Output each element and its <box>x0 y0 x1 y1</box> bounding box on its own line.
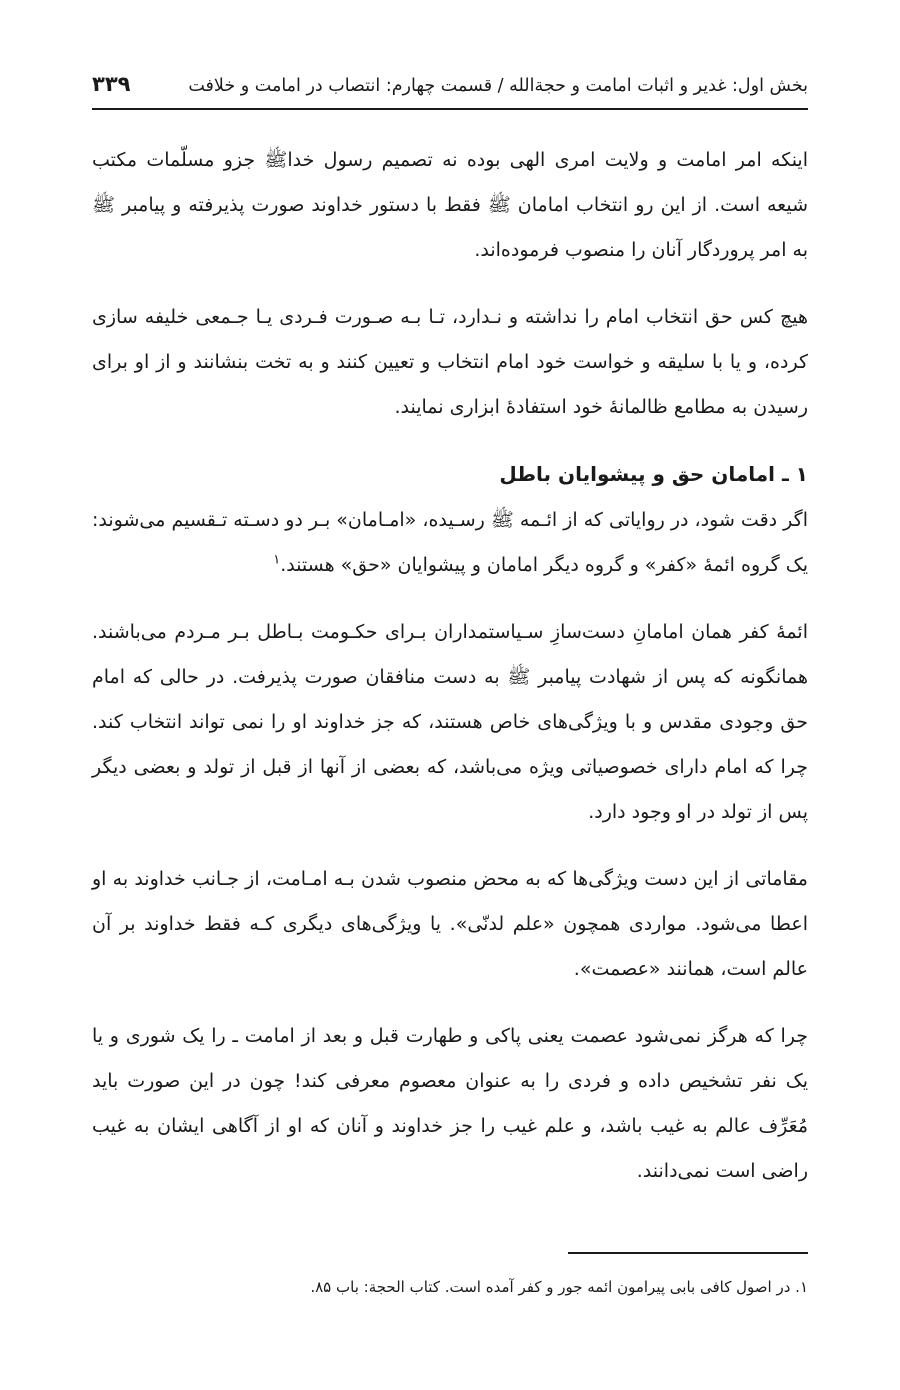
header-title: بخش اول: غدیر و اثبات امامت و حجة‌الله / قسمت چهارم: انتصاب در امامت و خلافت <box>188 76 808 96</box>
running-header <box>92 70 808 110</box>
paragraph-2: هیچ کس حق انتخاب امام را نداشته و نـدارد، تـا بـه صـورت فـردی یـا جـمعی خلیفه سازی کرده، و یا با سلیقه و خواست خود امام انتخاب و تعیین کنند و به تخت بنشانند و از او برای رسیدن به مطامع ظالمانهٔ خود استفادهٔ ابزاری نمایند. <box>92 306 808 418</box>
section-heading: ۱ ـ امامان حق و پیشوایان باطل <box>499 462 808 486</box>
paragraph-1: اینکه امر امامت و ولایت امری الهی بوده نه تصمیم رسول خداﷺ جزو مسلّمات مکتب شیعه است. از این رو انتخاب امامان ﷺ فقط با دستور خداوند صورت پذیرفته و پیامبر ﷺ به امر پروردگار آنان را منصوب فرموده‌اند. <box>92 149 808 261</box>
footnote: ۱. در اصول کافی بابی پیرامون ائمه جور و کفر آمده است. کتاب الحجة: باب ۸۵. <box>310 1278 808 1296</box>
paragraph-6: چرا که هرگز نمی‌شود عصمت یعنی پاکی و طهارت قبل و بعد از امامت ـ را یک شوری و یا یک نفر تشخیص داده و فردی را به عنوان معصوم معرفی کند! چون در این صورت باید مُعَرِّف عالم به غیب باشد، و علم غیب را جز خداوند و آنان که او از آگاهی ایشان به غیب راضی است نمی‌دانند. <box>92 1025 808 1182</box>
paragraph-3-text: اگر دقت شود، در روایاتی که از ائـمه ﷺ رسـیده، «امـامان» بـر دو دسـته تـقسیم می‌شوند: یک گروه ائمهٔ «کفر» و گروه دیگر امامان و پیشوایان «حق» هستند. <box>92 509 808 576</box>
paragraph-4: ائمهٔ کفر همان امامانِ دست‌سازِ سـیاستمداران بـرای حکـومت بـاطل بـر مـردم می‌باشند. همانگونه که پس از شهادت پیامبر ﷺ به دست منافقان صورت پذیرفت. در حالی که امام حق وجودی مقدس و با ویژگی‌های خاص هستند، که جز خداوند او را نمی تواند انتخاب کند. چرا که امام دارای خصوصیاتی ویژه می‌باشد، که بعضی از آنها از قبل از تولد و بعضی دیگر پس از تولد در او وجود دارد. <box>92 621 808 823</box>
book-page <box>92 70 808 1216</box>
footnote-divider <box>568 1252 808 1254</box>
footnote-reference: ۱ <box>273 552 281 568</box>
paragraph-5: مقاماتی از این دست ویژگی‌ها که به محض منصوب شدن بـه امـامت، از جـانب خداوند به او اعطا می‌شود. مواردی همچون «علم لدنّی». یا ویژگی‌های دیگری کـه فقط خداوند بر آن عالم است، همانند «عصمت». <box>92 868 808 980</box>
paragraph-3 <box>92 498 808 588</box>
page-number: ۳۳۹ <box>92 72 131 96</box>
body-text <box>92 138 808 1194</box>
